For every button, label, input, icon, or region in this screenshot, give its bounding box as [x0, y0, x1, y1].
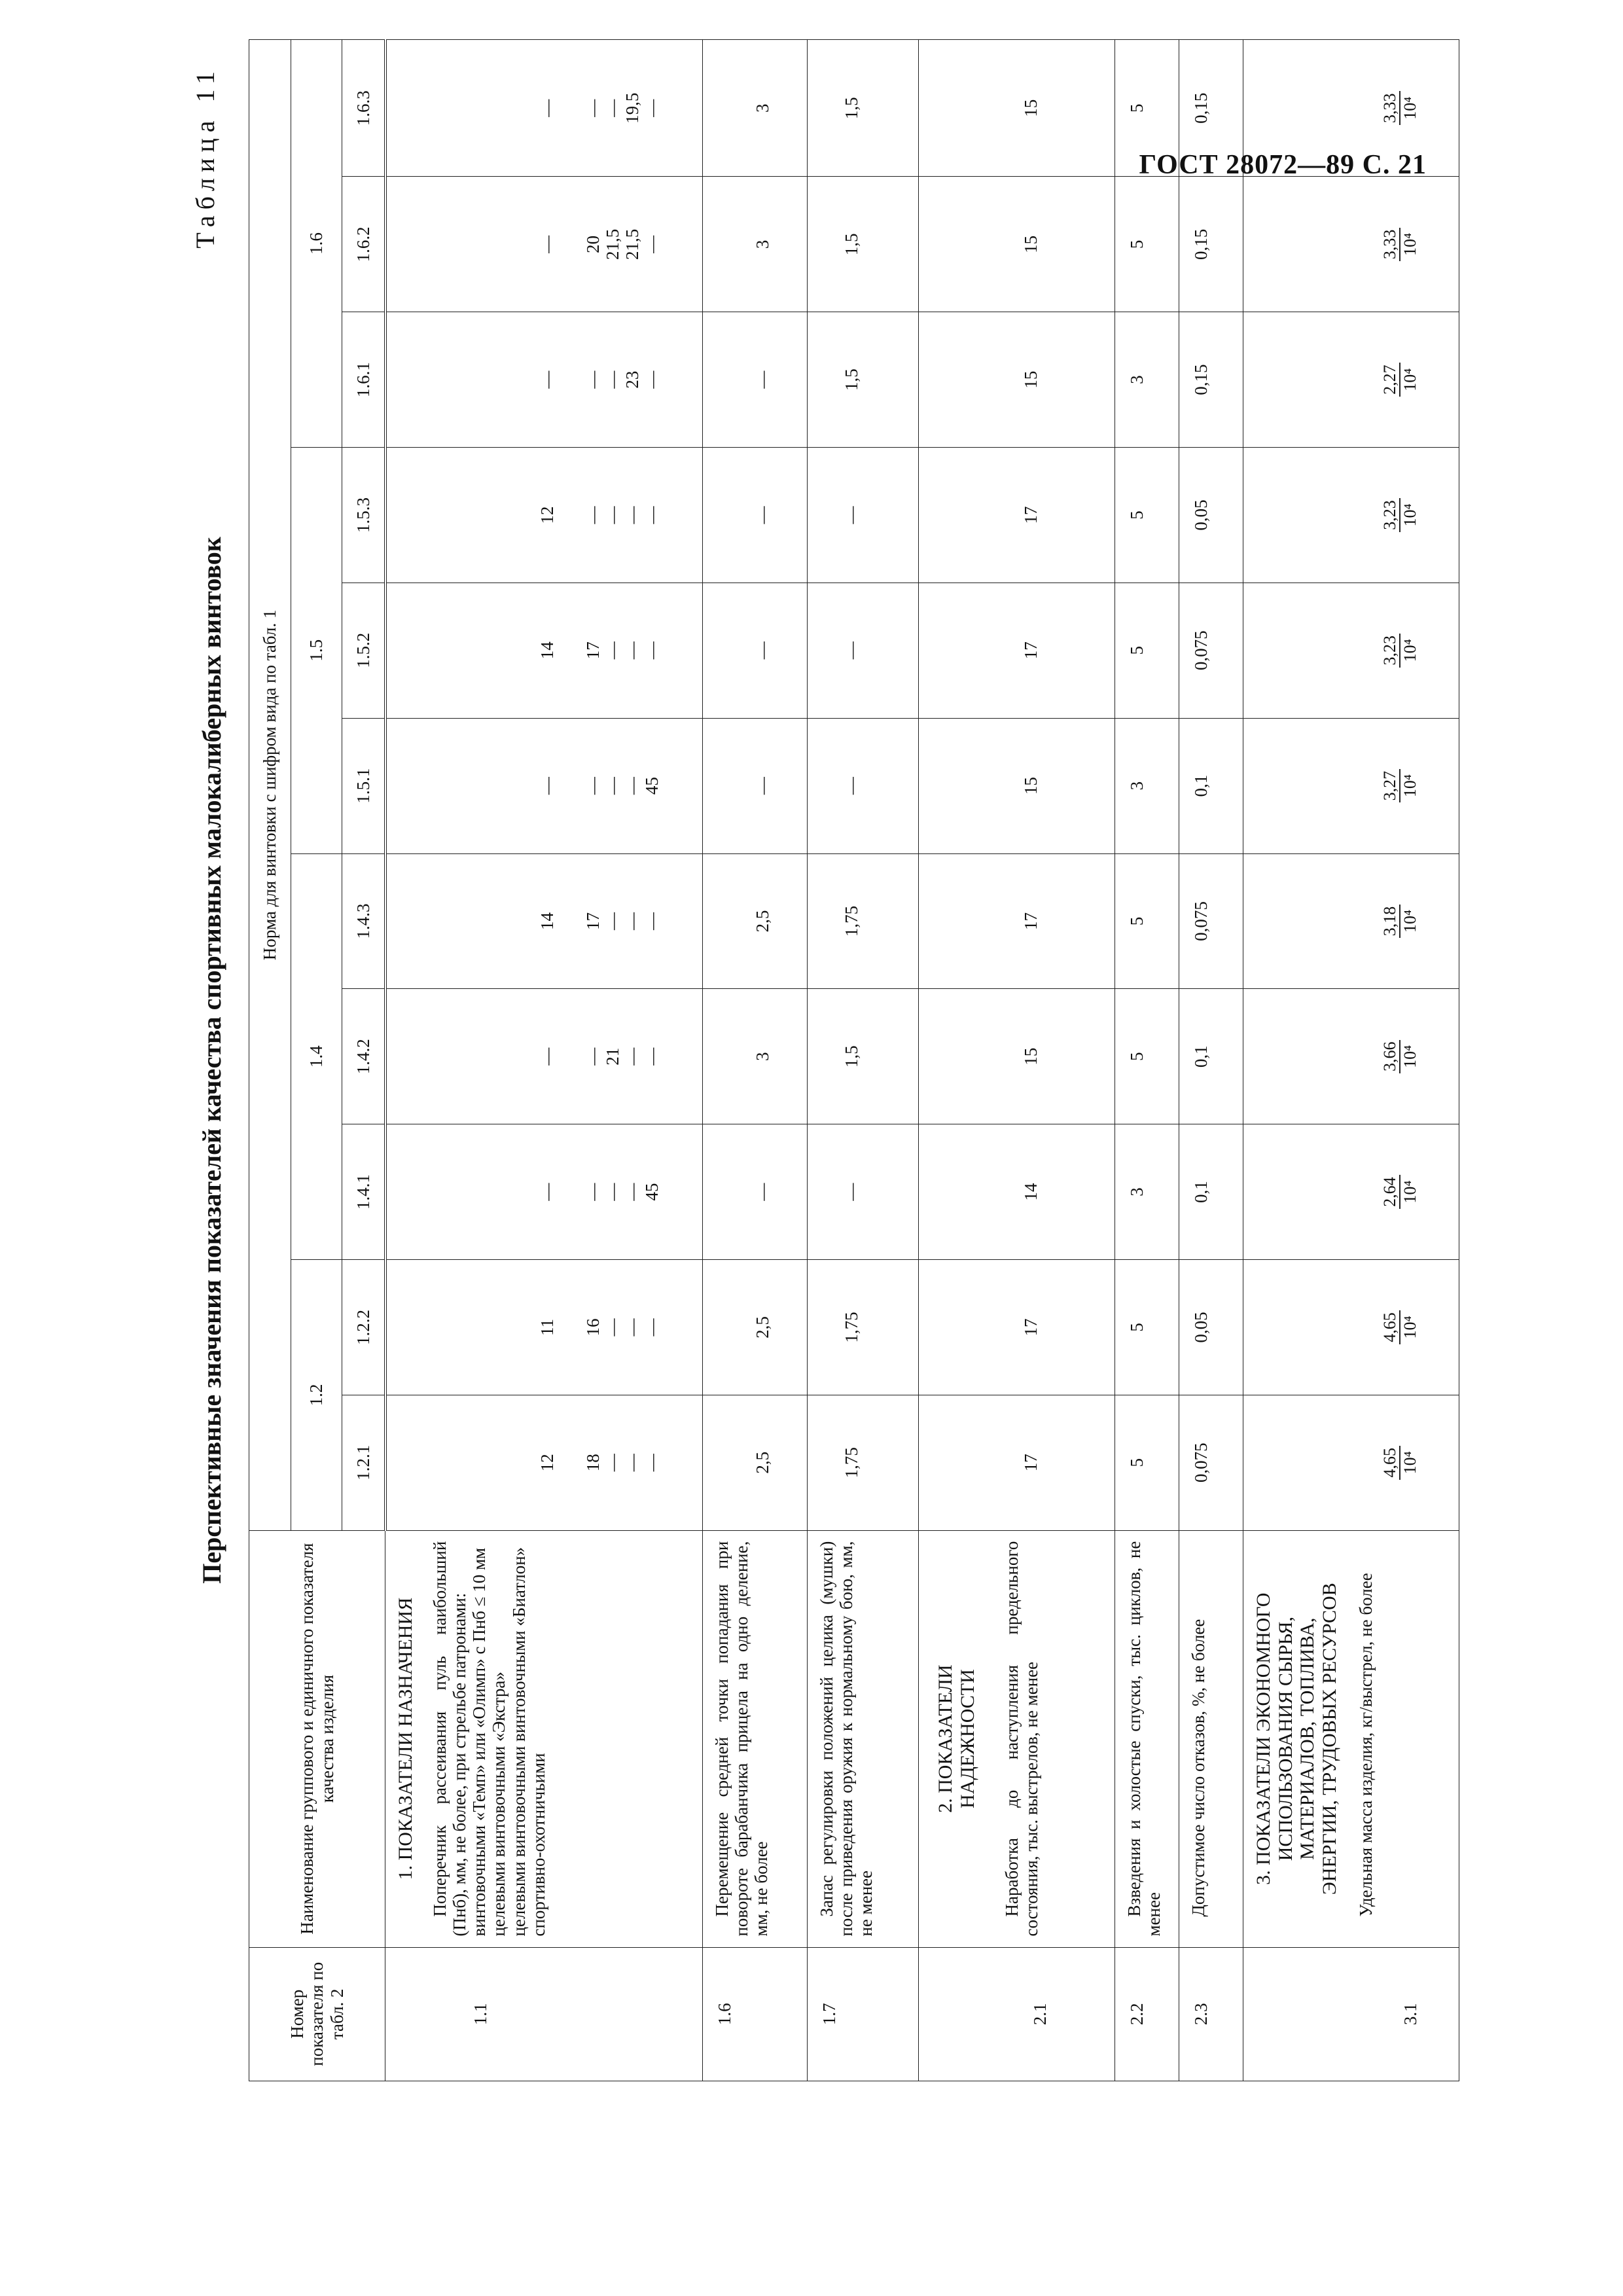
value-cell: 1,5 [808, 312, 919, 448]
value-cell: 5 [1115, 448, 1179, 583]
value-cell: 0,1 [1179, 718, 1243, 853]
fraction: 4,65 10⁴ [1380, 1310, 1419, 1344]
value-cell: 15 [919, 177, 1115, 312]
value-cell: 3 [703, 177, 808, 312]
fraction: 3,23 10⁴ [1380, 498, 1419, 532]
value-cell [1243, 583, 1459, 718]
value-cell: 11 16 — — — [385, 1260, 703, 1395]
header-number: Номер показателя по табл. 2 [249, 1947, 385, 2081]
value-cell: — [703, 583, 808, 718]
value-cell: 5 [1115, 989, 1179, 1124]
table-row [1115, 40, 1179, 2081]
row-number: 1.7 [808, 1947, 919, 2081]
value-cell: 1,5 [808, 177, 919, 312]
value-cell: — — — — 45 [385, 718, 703, 853]
section-title: 2. ПОКАЗАТЕЛИ НАДЕЖНОСТИ [935, 1664, 978, 1813]
value-cell [1243, 853, 1459, 989]
value-cell [1243, 718, 1459, 853]
fraction: 3,66 10⁴ [1380, 1040, 1419, 1074]
value-cell: — — — 23 — [385, 312, 703, 448]
value-cell [1243, 448, 1459, 583]
value-cell [1243, 1260, 1459, 1395]
page-header: ГОСТ 28072—89 С. 21 [1139, 150, 1427, 180]
row-number: 2.1 [919, 1947, 1115, 2081]
row-name: 2. ПОКАЗАТЕЛИ НАДЕЖНОСТИ Наработка до наступления предельного состояния, тыс. выстрелов, не менее [919, 1530, 1115, 1947]
table-row [1179, 40, 1243, 2081]
group-header: 1.5 [291, 448, 342, 853]
value-cell [1243, 40, 1459, 177]
rotated-table-block [190, 39, 1459, 2081]
value-cell: 1,75 [808, 853, 919, 989]
value-cell: 1,5 [808, 989, 919, 1124]
value-cell: 0,1 [1179, 989, 1243, 1124]
value-cell: 0,075 [1179, 583, 1243, 718]
value-cell: 17 [919, 583, 1115, 718]
table-title: Перспективные значения показателей качества спортивных малокалиберных винтовок [197, 537, 226, 1584]
value-cell: 5 [1115, 1260, 1179, 1395]
value-cell: 14 [919, 1124, 1115, 1260]
value-cell: 5 [1115, 1395, 1179, 1530]
value-cell [1243, 1395, 1459, 1530]
value-cell [1243, 1124, 1459, 1260]
header-norm: Норма для винтовки с шифром вида по табл. 1 [249, 40, 291, 1531]
value-cell: 3 [1115, 312, 1179, 448]
value-cell [1243, 177, 1459, 312]
row-number: 1.6 [703, 1947, 808, 2081]
subcode-header: 1.2.1 [342, 1395, 385, 1530]
value-cell: — 20 21,5 21,5 — [385, 177, 703, 312]
section-title: 3. ПОКАЗАТЕЛИ ЭКОНОМНОГО ИСПОЛЬЗОВАНИЯ СЫРЬЯ, МАТЕРИАЛОВ, ТОПЛИВА, ЭНЕРГИИ, ТРУДОВЫХ РЕСУРСОВ [1253, 1583, 1340, 1895]
subcode-header: 1.6.1 [342, 312, 385, 448]
value-cell: — — — — 45 [385, 1124, 703, 1260]
value-cell: — — — 19,5 — [385, 40, 703, 177]
value-cell: 0,15 [1179, 312, 1243, 448]
value-cell: — [808, 718, 919, 853]
value-cell: 17 [919, 1260, 1115, 1395]
subcode-header: 1.4.3 [342, 853, 385, 989]
value-cell [1243, 312, 1459, 448]
value-cell: 14 17 — — — [385, 583, 703, 718]
value-cell: 5 [1115, 583, 1179, 718]
value-cell: 15 [919, 718, 1115, 853]
value-cell: 17 [919, 853, 1115, 989]
subcode-header: 1.2.2 [342, 1260, 385, 1395]
fraction: 3,27 10⁴ [1380, 769, 1419, 803]
row-name: Взведения и холостые спуски, тыс. циклов, не менее [1115, 1530, 1179, 1947]
value-cell: 15 [919, 989, 1115, 1124]
value-cell: 12 — — — — [385, 448, 703, 583]
group-header: 1.2 [291, 1260, 342, 1531]
row-name: Перемещение средней точки попадания при повороте барабанчика прицела на одно деление, мм, не более [703, 1530, 808, 1947]
value-cell: — [703, 1124, 808, 1260]
fraction: 4,65 10⁴ [1380, 1446, 1419, 1480]
header-name: Наименование группового и единичного показателя качества изделия [249, 1530, 385, 1947]
row-number: 2.3 [1179, 1947, 1243, 2081]
fraction: 3,23 10⁴ [1380, 634, 1419, 668]
value-cell: 2,5 [703, 1395, 808, 1530]
row-number: 1.1 [385, 1947, 703, 2081]
row-number: 3.1 [1243, 1947, 1459, 2081]
row-name: Допустимое число отказов, %, не более [1179, 1530, 1243, 1947]
group-header: 1.6 [291, 40, 342, 448]
value-cell: 2,5 [703, 1260, 808, 1395]
value-cell: 17 [919, 1395, 1115, 1530]
value-cell: 0,05 [1179, 448, 1243, 583]
value-cell: 0,05 [1179, 1260, 1243, 1395]
value-cell: 5 [1115, 177, 1179, 312]
value-cell: — [808, 448, 919, 583]
subcode-header: 1.5.2 [342, 583, 385, 718]
row-name: 1. ПОКАЗАТЕЛИ НАЗНАЧЕНИЯ Поперечник рассеивания пуль наибольший (Пнб), мм, не более, при стрельбе патронами: винтовочными «Темп» или «Олимп» с Пнб ≤ 10 мм целевыми винтовочными «Экстра» целевыми винтовочными винтовочными «Биатлон» спортивно-охотничьими [385, 1530, 703, 1947]
value-cell: 1,75 [808, 1260, 919, 1395]
value-cell: 1,5 [808, 40, 919, 177]
value-cell: 3 [703, 40, 808, 177]
subcode-header: 1.6.2 [342, 177, 385, 312]
value-cell [1243, 989, 1459, 1124]
value-cell: 5 [1115, 40, 1179, 177]
value-cell: 5 [1115, 853, 1179, 989]
value-cell: — [703, 312, 808, 448]
value-cell: — — 21 — — [385, 989, 703, 1124]
row-number: 2.2 [1115, 1947, 1179, 2081]
value-cell: 15 [919, 40, 1115, 177]
subcode-header: 1.5.3 [342, 448, 385, 583]
value-cell: 14 17 — — — [385, 853, 703, 989]
value-cell: 0,15 [1179, 177, 1243, 312]
value-cell: 0,075 [1179, 1395, 1243, 1530]
quality-table [249, 39, 1459, 2081]
fraction: 2,64 10⁴ [1380, 1175, 1419, 1209]
value-cell: 0,15 [1179, 40, 1243, 177]
fraction: 3,33 10⁴ [1380, 228, 1419, 262]
value-cell: 3 [1115, 718, 1179, 853]
value-cell: 1,75 [808, 1395, 919, 1530]
table-row [808, 40, 919, 2081]
subcode-header: 1.4.2 [342, 989, 385, 1124]
fraction: 2,27 10⁴ [1380, 363, 1419, 397]
table-row [385, 40, 703, 2081]
section-title: 1. ПОКАЗАТЕЛИ НАЗНАЧЕНИЯ [395, 1597, 416, 1880]
subcode-header: 1.5.1 [342, 718, 385, 853]
value-cell: — [703, 718, 808, 853]
fraction: 3,33 10⁴ [1380, 91, 1419, 125]
value-cell: 0,1 [1179, 1124, 1243, 1260]
value-cell: 17 [919, 448, 1115, 583]
value-cell: 12 18 — — — [385, 1395, 703, 1530]
table-row [703, 40, 808, 2081]
subcode-header: 1.4.1 [342, 1124, 385, 1260]
fraction: 3,18 10⁴ [1380, 905, 1419, 939]
table-row [1243, 40, 1459, 2081]
value-cell: — [808, 1124, 919, 1260]
subcode-header: 1.6.3 [342, 40, 385, 177]
row-name: 3. ПОКАЗАТЕЛИ ЭКОНОМНОГО ИСПОЛЬЗОВАНИЯ СЫРЬЯ, МАТЕРИАЛОВ, ТОПЛИВА, ЭНЕРГИИ, ТРУДОВЫХ РЕСУРСОВ Удельная масса изделия, кг/выстрел, не более [1243, 1530, 1459, 1947]
value-cell: — [703, 448, 808, 583]
group-header: 1.4 [291, 853, 342, 1259]
value-cell: 0,075 [1179, 853, 1243, 989]
value-cell: 3 [703, 989, 808, 1124]
table-number: Таблица 11 [190, 65, 220, 249]
value-cell: 3 [1115, 1124, 1179, 1260]
value-cell: 2,5 [703, 853, 808, 989]
table-row [919, 40, 1115, 2081]
value-cell: — [808, 583, 919, 718]
value-cell: 15 [919, 312, 1115, 448]
row-name: Запас регулировки положений целика (мушки) после приведения оружия к нормальному бою, мм, не менее [808, 1530, 919, 1947]
